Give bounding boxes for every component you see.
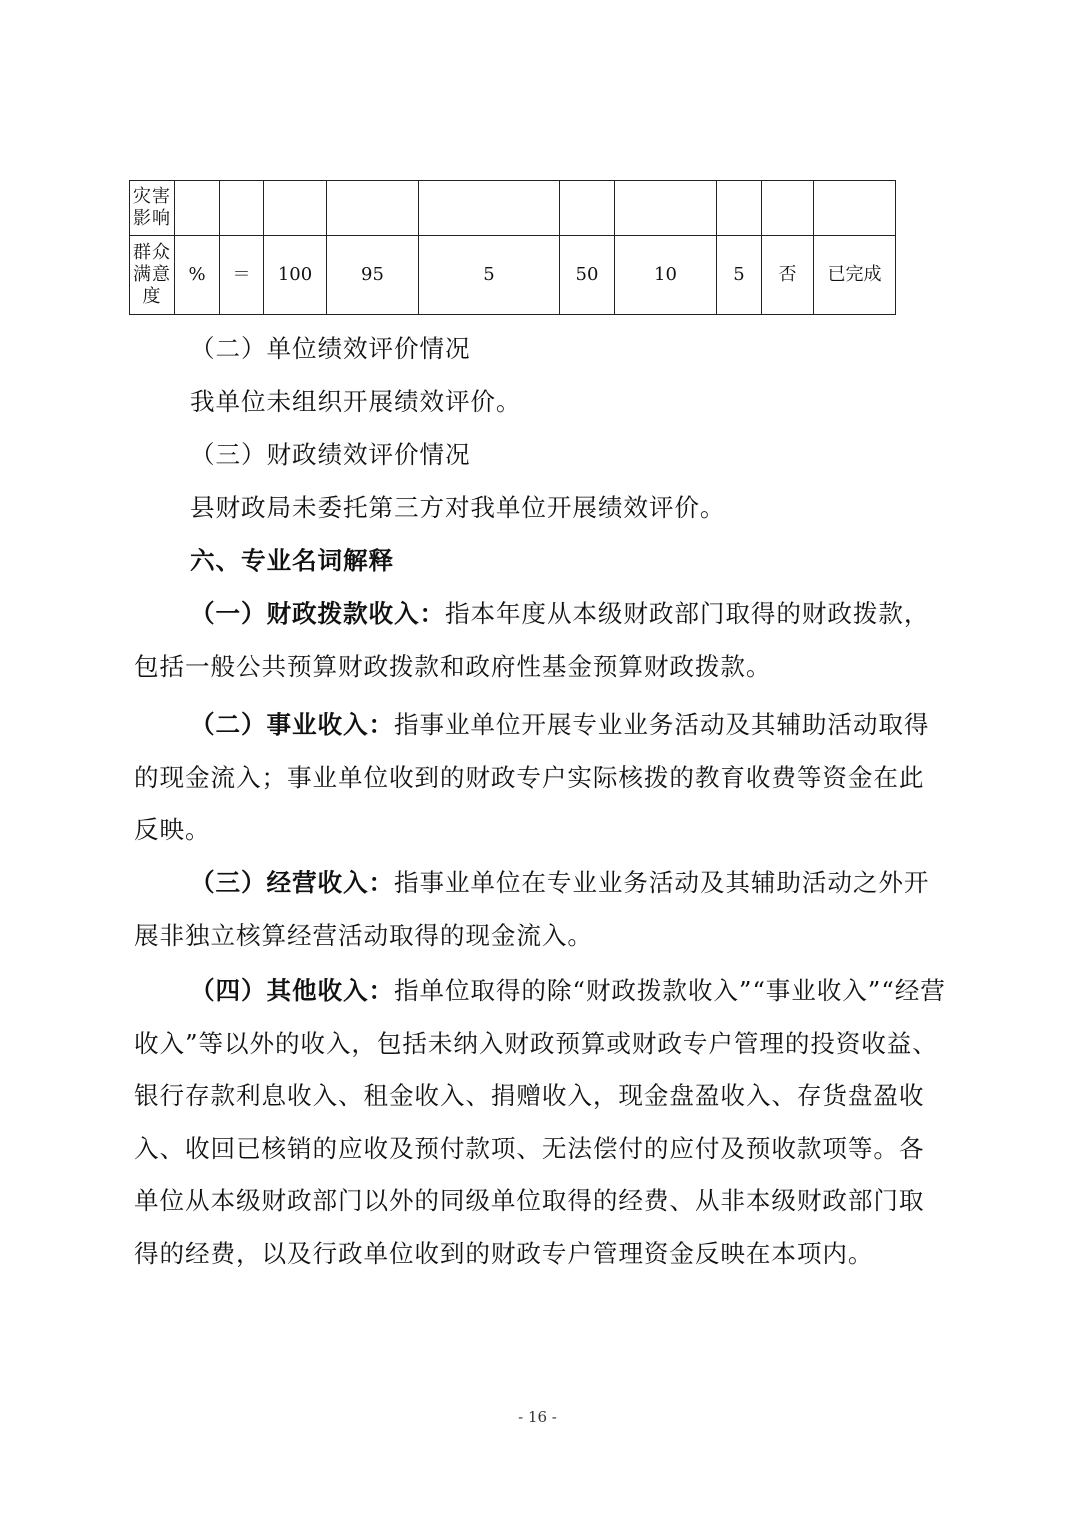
table-row bbox=[130, 236, 896, 315]
table-cell: 5 bbox=[419, 236, 560, 315]
table-cell: 50 bbox=[560, 236, 615, 315]
table-cell: 已完成 bbox=[814, 236, 896, 315]
finance-eval-heading: （三）财政绩效评价情况 bbox=[190, 440, 471, 469]
unit-eval-text: 我单位未组织开展绩效评价。 bbox=[190, 387, 522, 416]
table-cell bbox=[264, 181, 327, 236]
glossary-heading: 六、专业名词解释 bbox=[190, 546, 394, 575]
table-cell: 100 bbox=[264, 236, 327, 315]
table-cell bbox=[560, 181, 615, 236]
table-cell: ＝ bbox=[220, 236, 264, 315]
table-row bbox=[130, 181, 896, 236]
table-cell: % bbox=[175, 236, 220, 315]
glossary-term: （一）财政拨款收入： bbox=[190, 599, 445, 628]
table-cell: 5 bbox=[717, 236, 762, 315]
table-cell bbox=[814, 181, 896, 236]
glossary-definition: 指事业单位开展专业业务活动及其辅助活动取得的现金流入；事业单位收到的财政专户实际核拨的教育收费等资金在此反映。 bbox=[134, 710, 930, 844]
performance-table bbox=[129, 180, 896, 315]
indicator-name: 群众满意度 bbox=[130, 236, 175, 315]
glossary-definition: 指单位取得的除“财政拨款收入”“事业收入”“经营收入”等以外的收入，包括未纳入财政预算或财政专户管理的投资收益、银行存款利息收入、租金收入、捐赠收入，现金盘盈收入、存货盘盈收入、收回已核销的应收及预付款项、无法偿付的应付及预收款项等。各单位从本级财政部门以外的同级单位取得的经费、从非本级财政部门取得的经费，以及行政单位收到的财政专户管理资金反映在本项内。 bbox=[134, 976, 946, 1268]
table-cell: 否 bbox=[762, 236, 814, 315]
glossary-definition: 指本年度从本级财政部门取得的财政拨款，包括一般公共预算财政拨款和政府性基金预算财政拨款。 bbox=[134, 599, 930, 681]
table-cell bbox=[175, 181, 220, 236]
glossary-item bbox=[134, 588, 946, 693]
indicator-name: 灾害影响 bbox=[130, 181, 175, 236]
table-cell bbox=[419, 181, 560, 236]
glossary-definition: 指事业单位在专业业务活动及其辅助活动之外开展非独立核算经营活动取得的现金流入。 bbox=[134, 868, 930, 950]
glossary-item bbox=[134, 857, 946, 962]
table-cell bbox=[615, 181, 717, 236]
table-cell bbox=[762, 181, 814, 236]
table-cell bbox=[220, 181, 264, 236]
table-cell bbox=[327, 181, 419, 236]
table-cell: 10 bbox=[615, 236, 717, 315]
unit-eval-heading: （二）单位绩效评价情况 bbox=[190, 334, 471, 363]
glossary-term: （二）事业收入： bbox=[190, 710, 394, 739]
glossary-item bbox=[134, 965, 946, 1280]
glossary-term: （四）其他收入： bbox=[190, 976, 394, 1005]
finance-eval-text: 县财政局未委托第三方对我单位开展绩效评价。 bbox=[190, 493, 726, 522]
glossary-item bbox=[134, 699, 946, 857]
table-cell bbox=[717, 181, 762, 236]
glossary-term: （三）经营收入： bbox=[190, 868, 394, 897]
table-cell: 95 bbox=[327, 236, 419, 315]
page-number: - 16 - bbox=[518, 1408, 557, 1426]
